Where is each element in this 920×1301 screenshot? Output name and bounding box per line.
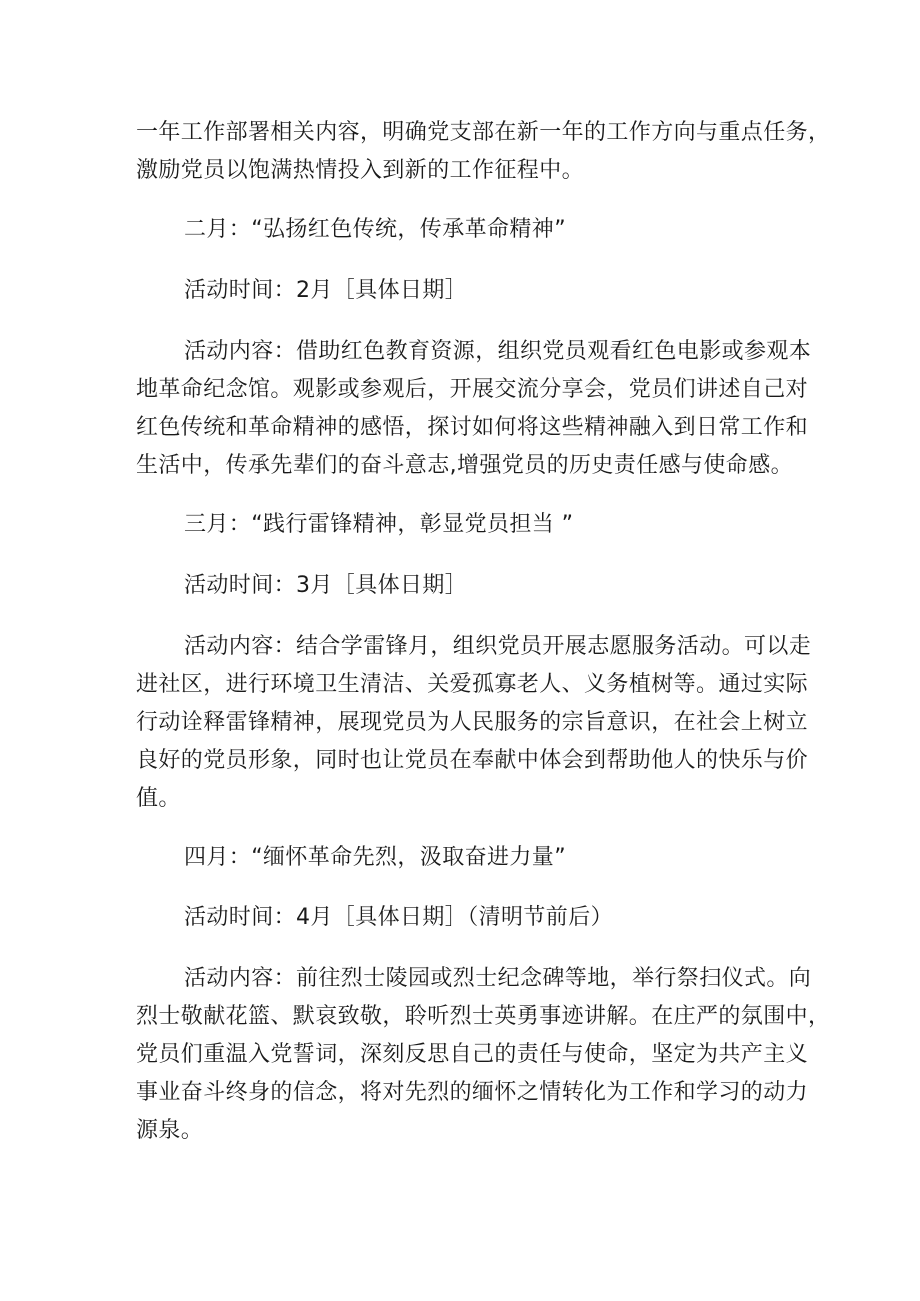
paragraph-line: 烈士敬献花篮、默哀致敬，聆听烈士英勇事迹讲解。在庄严的氛围中， [136, 1004, 831, 1029]
paragraph-line: 红色传统和革命精神的感悟，探讨如何将这些精神融入到日常工作和 [136, 415, 809, 440]
paragraph-line: 良好的党员形象，同时也让党员在奉献中体会到帮助他人的快乐与价 [136, 748, 809, 773]
paragraph-line: 活动内容：前往烈士陵园或烈士纪念碑等地，举行祭扫仪式。向 [184, 966, 812, 991]
paragraph-line: 源泉。 [136, 1118, 204, 1143]
paragraph-line: 地革命纪念馆。观影或参观后，开展交流分享会，党员们讲述自己对 [136, 377, 809, 402]
section-heading-april: 四月：“缅怀革命先烈，汲取奋进力量” [184, 845, 566, 870]
activity-time-march: 活动时间：3月［具体日期］ [184, 573, 468, 598]
paragraph-line: 进社区，进行环境卫生清洁、关爱孤寡老人、义务植树等。通过实际 [136, 672, 809, 697]
activity-time-april: 活动时间：4月［具体日期］（清明节前后） [184, 905, 613, 930]
paragraph-line: 活动内容：借助红色教育资源，组织党员观看红色电影或参观本 [184, 339, 812, 364]
paragraph-line: 行动诠释雷锋精神，展现党员为人民服务的宗旨意识，在社会上树立 [136, 710, 809, 735]
paragraph-line: 一年工作部署相关内容，明确党支部在新一年的工作方向与重点任务， [136, 120, 831, 145]
activity-time-february: 活动时间：2月［具体日期］ [184, 278, 468, 303]
paragraph-line: 生活中，传承先辈们的奋斗意志,增强党员的历史责任感与使命感。 [136, 453, 793, 478]
paragraph-line: 激励党员以饱满热情投入到新的工作征程中。 [136, 158, 585, 183]
paragraph-line: 活动内容：结合学雷锋月，组织党员开展志愿服务活动。可以走 [184, 634, 812, 659]
paragraph-line: 党员们重温入党誓词，深刻反思自己的责任与使命，坚定为共产主义 [136, 1042, 809, 1067]
paragraph-line: 值。 [136, 786, 181, 811]
paragraph-line: 事业奋斗终身的信念，将对先烈的缅怀之情转化为工作和学习的动力 [136, 1080, 809, 1105]
section-heading-march: 三月：“践行雷锋精神，彰显党员担当 ” [184, 512, 574, 537]
section-heading-february: 二月：“弘扬红色传统，传承革命精神” [184, 217, 566, 242]
